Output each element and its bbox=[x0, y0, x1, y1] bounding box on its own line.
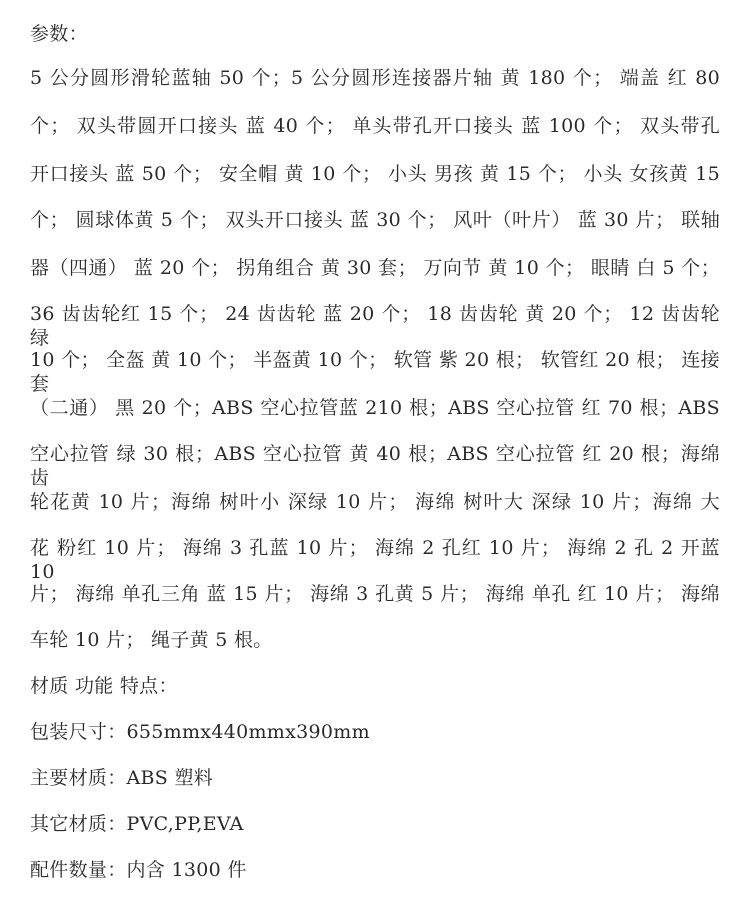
params-line: 轮花黄 10 片；海绵 树叶小 深绿 10 片； 海绵 树叶大 深绿 10 片；海绵 大 bbox=[30, 491, 720, 513]
features-heading: 材质 功能 特点： bbox=[30, 675, 178, 697]
params-line: 空心拉管 绿 30 根；ABS 空心拉管 黄 40 根；ABS 空心拉管 红 20 根；海绵 齿 bbox=[30, 443, 720, 489]
package-size: 包装尺寸：655mmx440mmx390mm bbox=[30, 721, 370, 743]
params-line: 花 粉红 10 片； 海绵 3 孔蓝 10 片； 海绵 2 孔红 10 片； 海绵 2 孔 2 开蓝 10 bbox=[30, 537, 720, 583]
params-heading: 参数： bbox=[30, 23, 88, 45]
params-line: 开口接头 蓝 50 个； 安全帽 黄 10 个； 小头 男孩 黄 15 个； 小头 女孩黄 15 bbox=[30, 163, 720, 185]
params-line: 个； 圆球体黄 5 个； 双头开口接头 蓝 30 个； 风叶（叶片） 蓝 30 片； 联轴 bbox=[30, 209, 720, 231]
params-line: 5 公分圆形滑轮蓝轴 50 个；5 公分圆形连接器片轴 黄 180 个； 端盖 红 80 bbox=[30, 67, 720, 89]
parts-count: 配件数量：内含 1300 件 bbox=[30, 859, 247, 881]
params-line: （二通） 黑 20 个；ABS 空心拉管蓝 210 根；ABS 空心拉管 红 70 根；ABS bbox=[30, 397, 720, 419]
params-line: 个； 双头带圆开口接头 蓝 40 个； 单头带孔开口接头 蓝 100 个； 双头带孔 bbox=[30, 115, 720, 137]
other-material: 其它材质：PVC,PP,EVA bbox=[30, 813, 244, 835]
params-line: 10 个； 全盔 黄 10 个； 半盔黄 10 个； 软管 紫 20 根； 软管红 20 根； 连接套 bbox=[30, 349, 720, 395]
params-line: 器（四通） 蓝 20 个； 拐角组合 黄 30 套； 万向节 黄 10 个； 眼睛 白 5 个； bbox=[30, 257, 720, 279]
main-material: 主要材质：ABS 塑料 bbox=[30, 767, 214, 789]
params-line: 车轮 10 片； 绳子黄 5 根。 bbox=[30, 629, 273, 651]
params-line: 36 齿齿轮红 15 个； 24 齿齿轮 蓝 20 个； 18 齿齿轮 黄 20 个； 12 齿齿轮 绿 bbox=[30, 303, 720, 349]
params-line: 片； 海绵 单孔三角 蓝 15 片； 海绵 3 孔黄 5 片； 海绵 单孔 红 10 片； 海绵 bbox=[30, 583, 720, 605]
